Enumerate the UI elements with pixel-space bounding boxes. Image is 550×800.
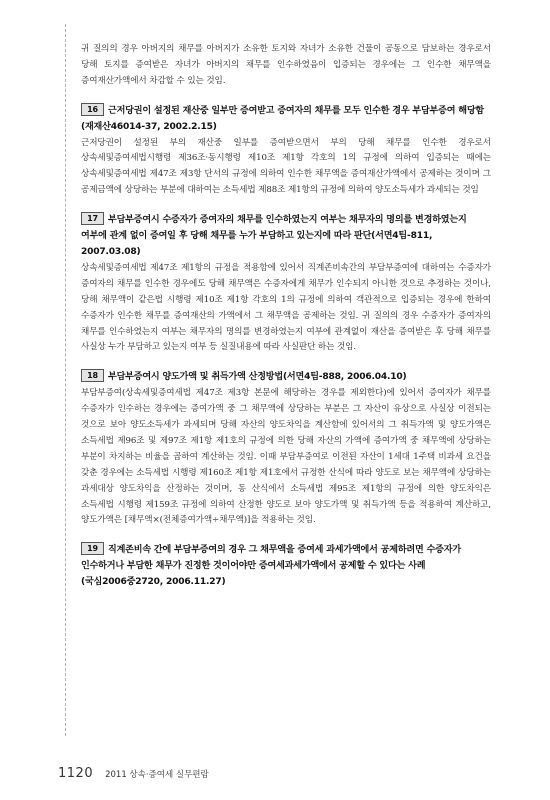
section-17: [81, 212, 491, 356]
section-body: 근저당권이 설정된 부의 재산중 일부를 증여받으면서 부의 당해 채무를 인수한 경우로서 상속세및증여세법시행령 제36조·동시행령 제10조 제1항 각호의 1의 규정에 의하여 입증되는 때에는 상속세및증여세법 제47조 제3항 단서의 규정에 의하여 인수한 채무액을 증여재산가액에서 공제하는 것이며 그 공제금액에 상당하는 부분에 대하여는 소득세법 제88조 제1항의 규정에 의하여 양도소득세가 과세되는 것임: [81, 137, 491, 196]
section-number-badge: 16: [81, 103, 104, 116]
section-number-badge: 19: [81, 542, 104, 555]
section-body: 상속세및증여세법 제47조 제1항의 규정을 적용함에 있어서 직계존비속간의 부담부증여에 대하여는 수증자가 증여자의 채무를 인수한 경우에도 당해 채무액은 수증자에게 채무가 인수되지 아니한 것으로 추정하는 것이나, 당해 채무액이 같은법 시행령 제10조 제1항 각호의 1의 규정에 의하여 객관적으로 입증되는 경우에 한하여 수증자가 인수한 채무를 증여재산의 가액에서 그 채무액을 공제하는 것임. 귀 질의의 경우 수증자가 증여자의 채무를 인수하였는지 여부는 채무자의 명의를 변경하였는지 여부에 관계없이 재산을 증여받은 후 당해 채무를 사실상 누가 부담하고 있는지 여부 등 실질내용에 따라 사실판단 하는 것임.: [81, 262, 491, 353]
section-heading-text: 직계존비속 간에 부담부증여의 경우 그 채무액을 증여세 과세가액에서 공제하려면 수증자가 인수하거나 부담한 채무가 진정한 것이어야만 증여세과세가액에서 공제할 수 있다는 사례(국심2006중2720, 2006.11.27): [81, 545, 461, 588]
page-number: 1120: [58, 766, 94, 781]
section-heading: [81, 542, 491, 591]
section-heading-text: 근저당권이 설정된 재산중 일부만 증여받고 증여자의 채무를 모두 인수한 경우 부담부증여 해당함(재재산46014-37, 2002.2.15): [81, 105, 485, 132]
section-number-badge: 18: [81, 369, 104, 382]
intro-paragraph: 귀 질의의 경우 아버지의 채무를 아버지가 소유한 토지와 자녀가 소유한 건물이 공동으로 담보하는 경우로서 당해 토지를 증여받은 자녀가 아버지의 채무를 인수하였음이 입증되는 경우에는 그 인수한 채무액을 증여재산가액에서 차감할 수 있는 것임.: [81, 44, 491, 86]
section-16: [81, 103, 491, 199]
section-18: [81, 369, 491, 529]
section-heading-text: 부담부증여시 양도가액 및 취득가액 산정방법(서면4팀-888, 2006.04.10): [108, 372, 407, 383]
page-footer: [58, 766, 209, 784]
page-content: [81, 42, 491, 591]
section-heading: [81, 212, 491, 261]
section-number-badge: 17: [81, 212, 104, 225]
section-heading-text: 부담부증여시 수증자가 증여자의 채무를 인수하였는지 여부는 채무자의 명의를 변경하였는지 여부에 관계 없이 증여일 후 당해 채무를 누가 부담하고 있는지에 따라 판단(서면4팀-811, 2007.03.08): [81, 215, 467, 257]
section-heading: [81, 103, 491, 136]
section-heading: [81, 369, 491, 386]
section-19: [81, 542, 491, 591]
book-title: 2011 상속·증여세 실무편람: [105, 770, 209, 780]
section-body: 부담부증여(상속세및증여세법 제47조 제3항 본문에 해당하는 경우를 제외한다)에 있어서 증여자가 채무를 수증자가 인수하는 경우에는 증여가액 중 그 채무액에 상당하는 부분은 그 자산이 유상으로 사실상 이전되는 것으로 보아 양도소득세가 과세되며 당해 자산의 양도차익을 계산함에 있어서의 그 취득가액 및 양도가액은 소득세법 제96조 및 제97조 제1항 제1호의 규정에 의한 당해 자산의 가액에 증여가액 중 채무액에 상당하는 부분이 차지하는 비율을 곱하여 계산하는 것임. 이때 부담부증여로 이전된 자산이 1세대 1주택 비과세 요건을 갖춘 경우에는 소득세법 시행령 제160조 제1항 제1호에서 규정한 산식에 따라 양도로 보는 채무액에 상당하는 과세대상 양도차익을 산정하는 것이며, 동 산식에서 소득세법 제95조 제1항의 규정에 의한 양도차익은 소득세법 시행령 제159조 규정에 의하여 산정한 양도로 보아 양도가액 및 취득가액 등을 적용하여 계산하고, 양도가액은 [채무액×(전체증여가액÷채무액)]을 적용하는 것임.: [81, 388, 491, 526]
left-margin-dashed-rule: [65, 24, 66, 736]
